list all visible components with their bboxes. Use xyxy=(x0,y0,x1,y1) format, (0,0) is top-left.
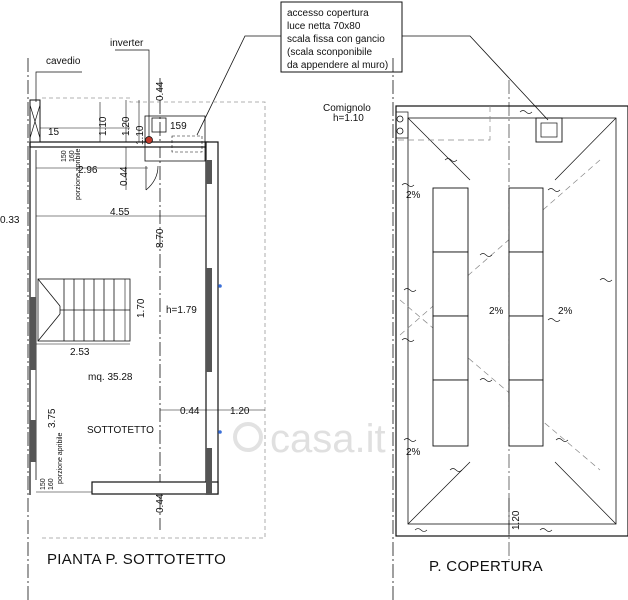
slope-label: 2% xyxy=(558,306,573,317)
chimney-icon xyxy=(397,116,403,122)
dim-375: 3.75 xyxy=(47,408,58,428)
dim-044-left: 0.44 xyxy=(119,166,130,186)
note-line-5: da appendere al muro) xyxy=(287,60,389,71)
note-line-1: accesso copertura xyxy=(287,8,369,19)
solar-panel-array-right xyxy=(509,188,543,446)
connector-dot xyxy=(218,430,222,434)
dim-160: 160 xyxy=(69,150,76,162)
cavedio-leader xyxy=(36,72,82,102)
note-line-2: luce netta 70x80 xyxy=(287,21,361,32)
dim-033: 0.33 xyxy=(0,215,20,226)
chimney-height: h=1.10 xyxy=(333,113,364,124)
porzione-apribile-bottom: porzione apribile xyxy=(57,432,64,484)
left-plan-title: PIANTA P. SOTTOTETTO xyxy=(47,551,227,568)
dim-044-right: 0.44 xyxy=(180,406,200,417)
dim-15: 15 xyxy=(48,127,60,138)
door-swing xyxy=(146,166,158,190)
wall-segment xyxy=(206,448,212,494)
dim-170: 1.70 xyxy=(136,298,147,318)
cavedio-label: cavedio xyxy=(46,56,81,67)
note-leader-left xyxy=(197,36,281,135)
dim-110b: 1.10 xyxy=(135,125,146,145)
wall-segment xyxy=(206,268,212,372)
watermark xyxy=(235,417,386,461)
dim-110a: 1.10 xyxy=(98,116,109,136)
right-plan-title: P. COPERTURA xyxy=(429,558,543,575)
room-area: mq. 35.28 xyxy=(88,372,133,383)
access-note xyxy=(281,2,402,72)
slope-label: 2% xyxy=(406,190,421,201)
roof-hatch-inner xyxy=(541,123,557,137)
dim-150: 150 xyxy=(61,150,68,162)
dim-044-bottom: 0.44 xyxy=(155,493,166,513)
watermark-text: casa.it xyxy=(270,417,386,461)
roof-dashed-diagonals xyxy=(398,106,600,470)
inverter-marker xyxy=(146,137,153,144)
dim-159: 159 xyxy=(170,121,187,132)
chimney-label: Comignolo xyxy=(323,103,371,114)
wall-segment xyxy=(206,160,212,184)
porzione-apribile-top: porzione apribile xyxy=(75,148,82,200)
dim-296: 2.96 xyxy=(78,165,98,176)
note-leader-right xyxy=(402,36,548,120)
inverter-label: inverter xyxy=(110,38,144,49)
slope-label: 2% xyxy=(489,306,504,317)
dim-120-roof: 1.20 xyxy=(511,510,522,530)
chimney-icon xyxy=(397,128,403,134)
dim-160b: 160 xyxy=(48,478,55,490)
dim-253: 2.53 xyxy=(70,347,90,358)
dim-150b: 150 xyxy=(40,478,47,490)
staircase xyxy=(38,279,130,341)
dim-120a: 1.20 xyxy=(121,116,132,136)
note-line-4: (scala sconponibile xyxy=(287,47,373,58)
roof-hatch xyxy=(536,118,562,142)
note-line-3: scala fissa con gancio xyxy=(287,34,385,45)
room-height: h=1.79 xyxy=(166,305,197,316)
wall-segment xyxy=(30,420,36,462)
connector-dot xyxy=(218,284,222,288)
chimney-frame xyxy=(396,112,408,138)
roof-access-hatch xyxy=(152,118,166,132)
dim-455: 4.55 xyxy=(110,207,130,218)
room-name: SOTTOTETTO xyxy=(87,425,154,436)
slope-label: 2% xyxy=(406,447,421,458)
wall-segment xyxy=(30,297,36,370)
dim-044-top: 0.44 xyxy=(155,81,166,101)
dim-120-right: 1.20 xyxy=(230,406,250,417)
solar-panel-array-left xyxy=(433,188,468,446)
dim-870: 8.70 xyxy=(155,228,166,248)
